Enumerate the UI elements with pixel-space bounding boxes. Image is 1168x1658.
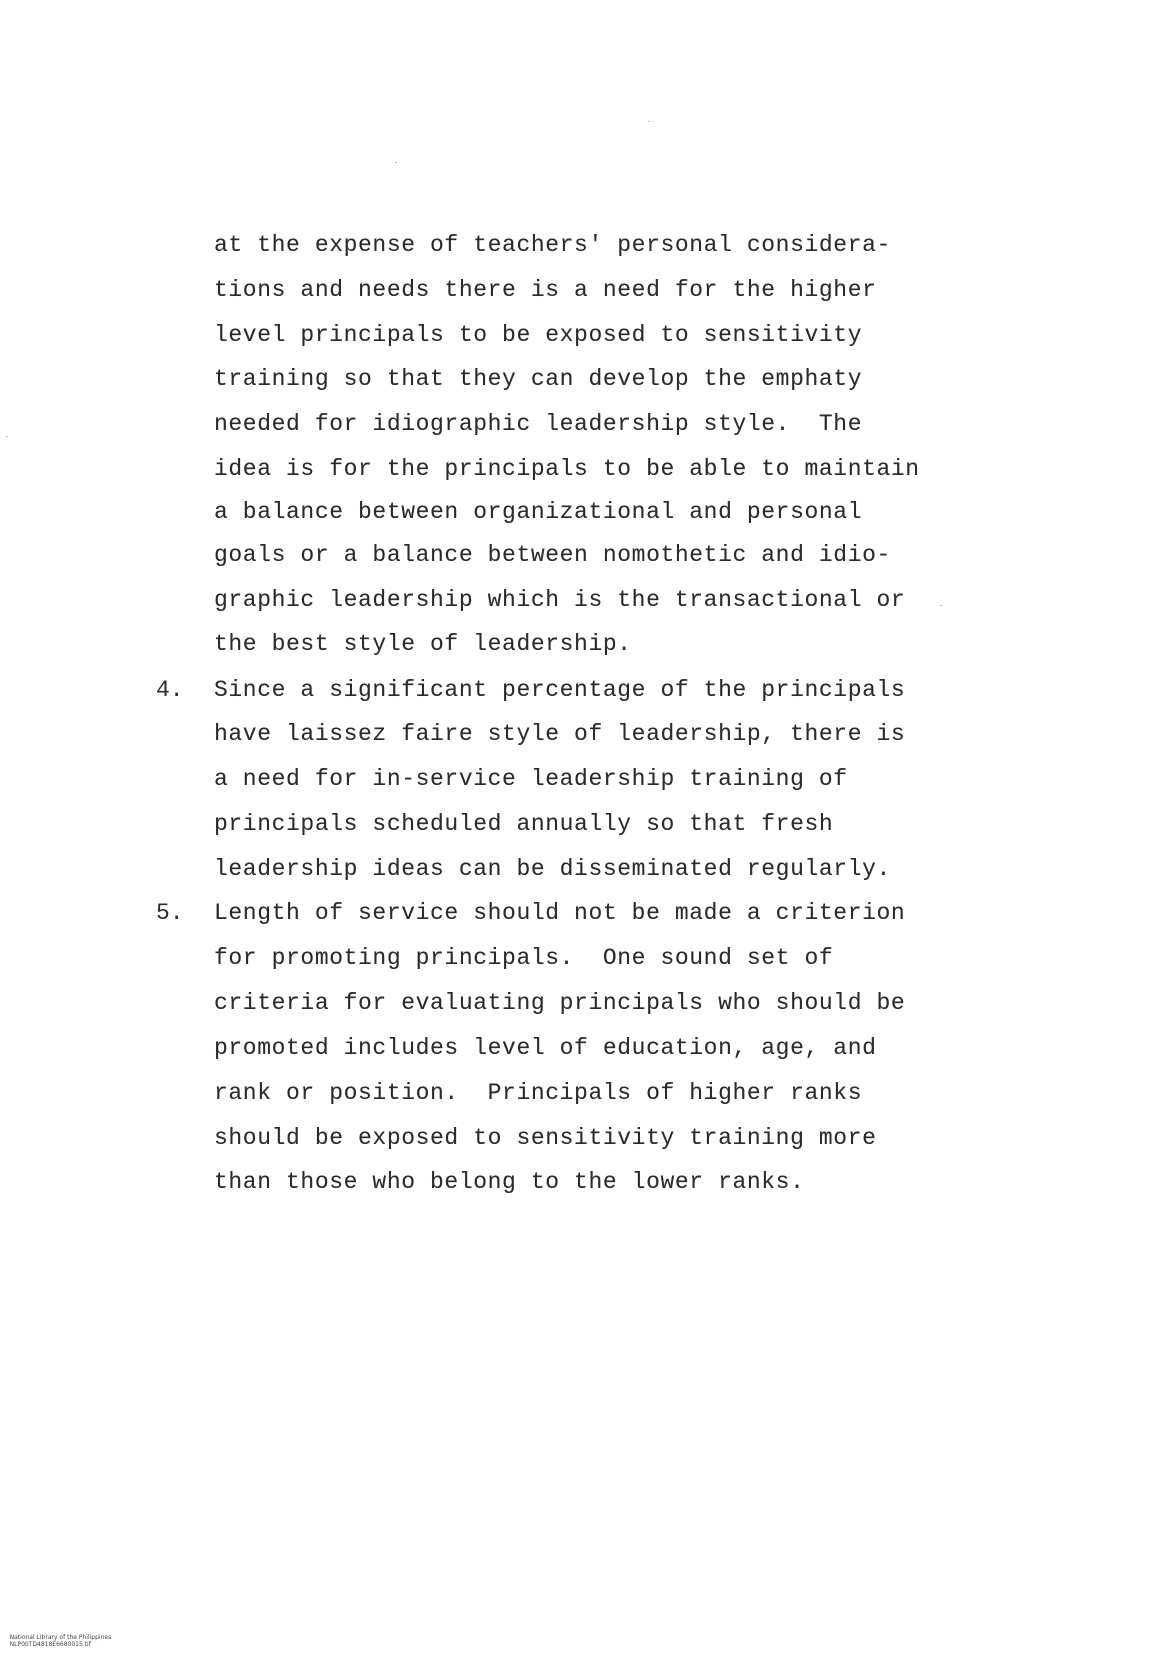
- list-item-line: Since a significant percentage of the principals: [214, 677, 906, 703]
- scan-speck: [940, 605, 942, 606]
- paragraph-line: at the expense of teachers' personal considera-: [214, 232, 891, 258]
- paragraph-line: idea is for the principals to be able to maintain: [214, 456, 920, 482]
- scan-speck: [395, 162, 397, 163]
- list-item-line: for promoting principals. One sound set of: [214, 945, 834, 971]
- list-item-line: than those who belong to the lower ranks.: [214, 1169, 805, 1195]
- list-item-number: 5.: [156, 900, 184, 926]
- list-item-line: Length of service should not be made a criterion: [214, 900, 906, 926]
- paragraph-line: graphic leadership which is the transactional or: [214, 587, 906, 613]
- footer-library: National Library of the Philippines: [9, 1634, 112, 1641]
- footer-filename: NLP00TD4818E6680015.tif: [9, 1641, 91, 1648]
- paragraph-line: training so that they can develop the emphaty: [214, 366, 863, 392]
- paragraph-line: level principals to be exposed to sensitivity: [214, 322, 863, 348]
- scan-speck: [6, 436, 8, 437]
- paragraph-line: a balance between organizational and personal: [214, 499, 863, 525]
- list-item-line: criteria for evaluating principals who should be: [214, 990, 906, 1016]
- list-item-line: leadership ideas can be disseminated regularly.: [214, 856, 891, 882]
- list-item-number: 4.: [156, 677, 184, 703]
- paragraph-line: tions and needs there is a need for the higher: [214, 277, 877, 303]
- list-item-line: should be exposed to sensitivity training more: [214, 1125, 877, 1151]
- list-item-line: rank or position. Principals of higher ranks: [214, 1080, 863, 1106]
- list-item-line: promoted includes level of education, age, and: [214, 1035, 877, 1061]
- paragraph-line: goals or a balance between nomothetic and idio-: [214, 542, 891, 568]
- scan-footer: [2, 1627, 129, 1655]
- list-item-line: principals scheduled annually so that fresh: [214, 811, 834, 837]
- paragraph-line: needed for idiographic leadership style. The: [214, 411, 863, 437]
- list-item-line: a need for in-service leadership training of: [214, 766, 848, 792]
- scan-speck: [648, 121, 650, 122]
- paragraph-line: the best style of leadership.: [214, 631, 632, 657]
- list-item-line: have laissez faire style of leadership, there is: [214, 721, 906, 747]
